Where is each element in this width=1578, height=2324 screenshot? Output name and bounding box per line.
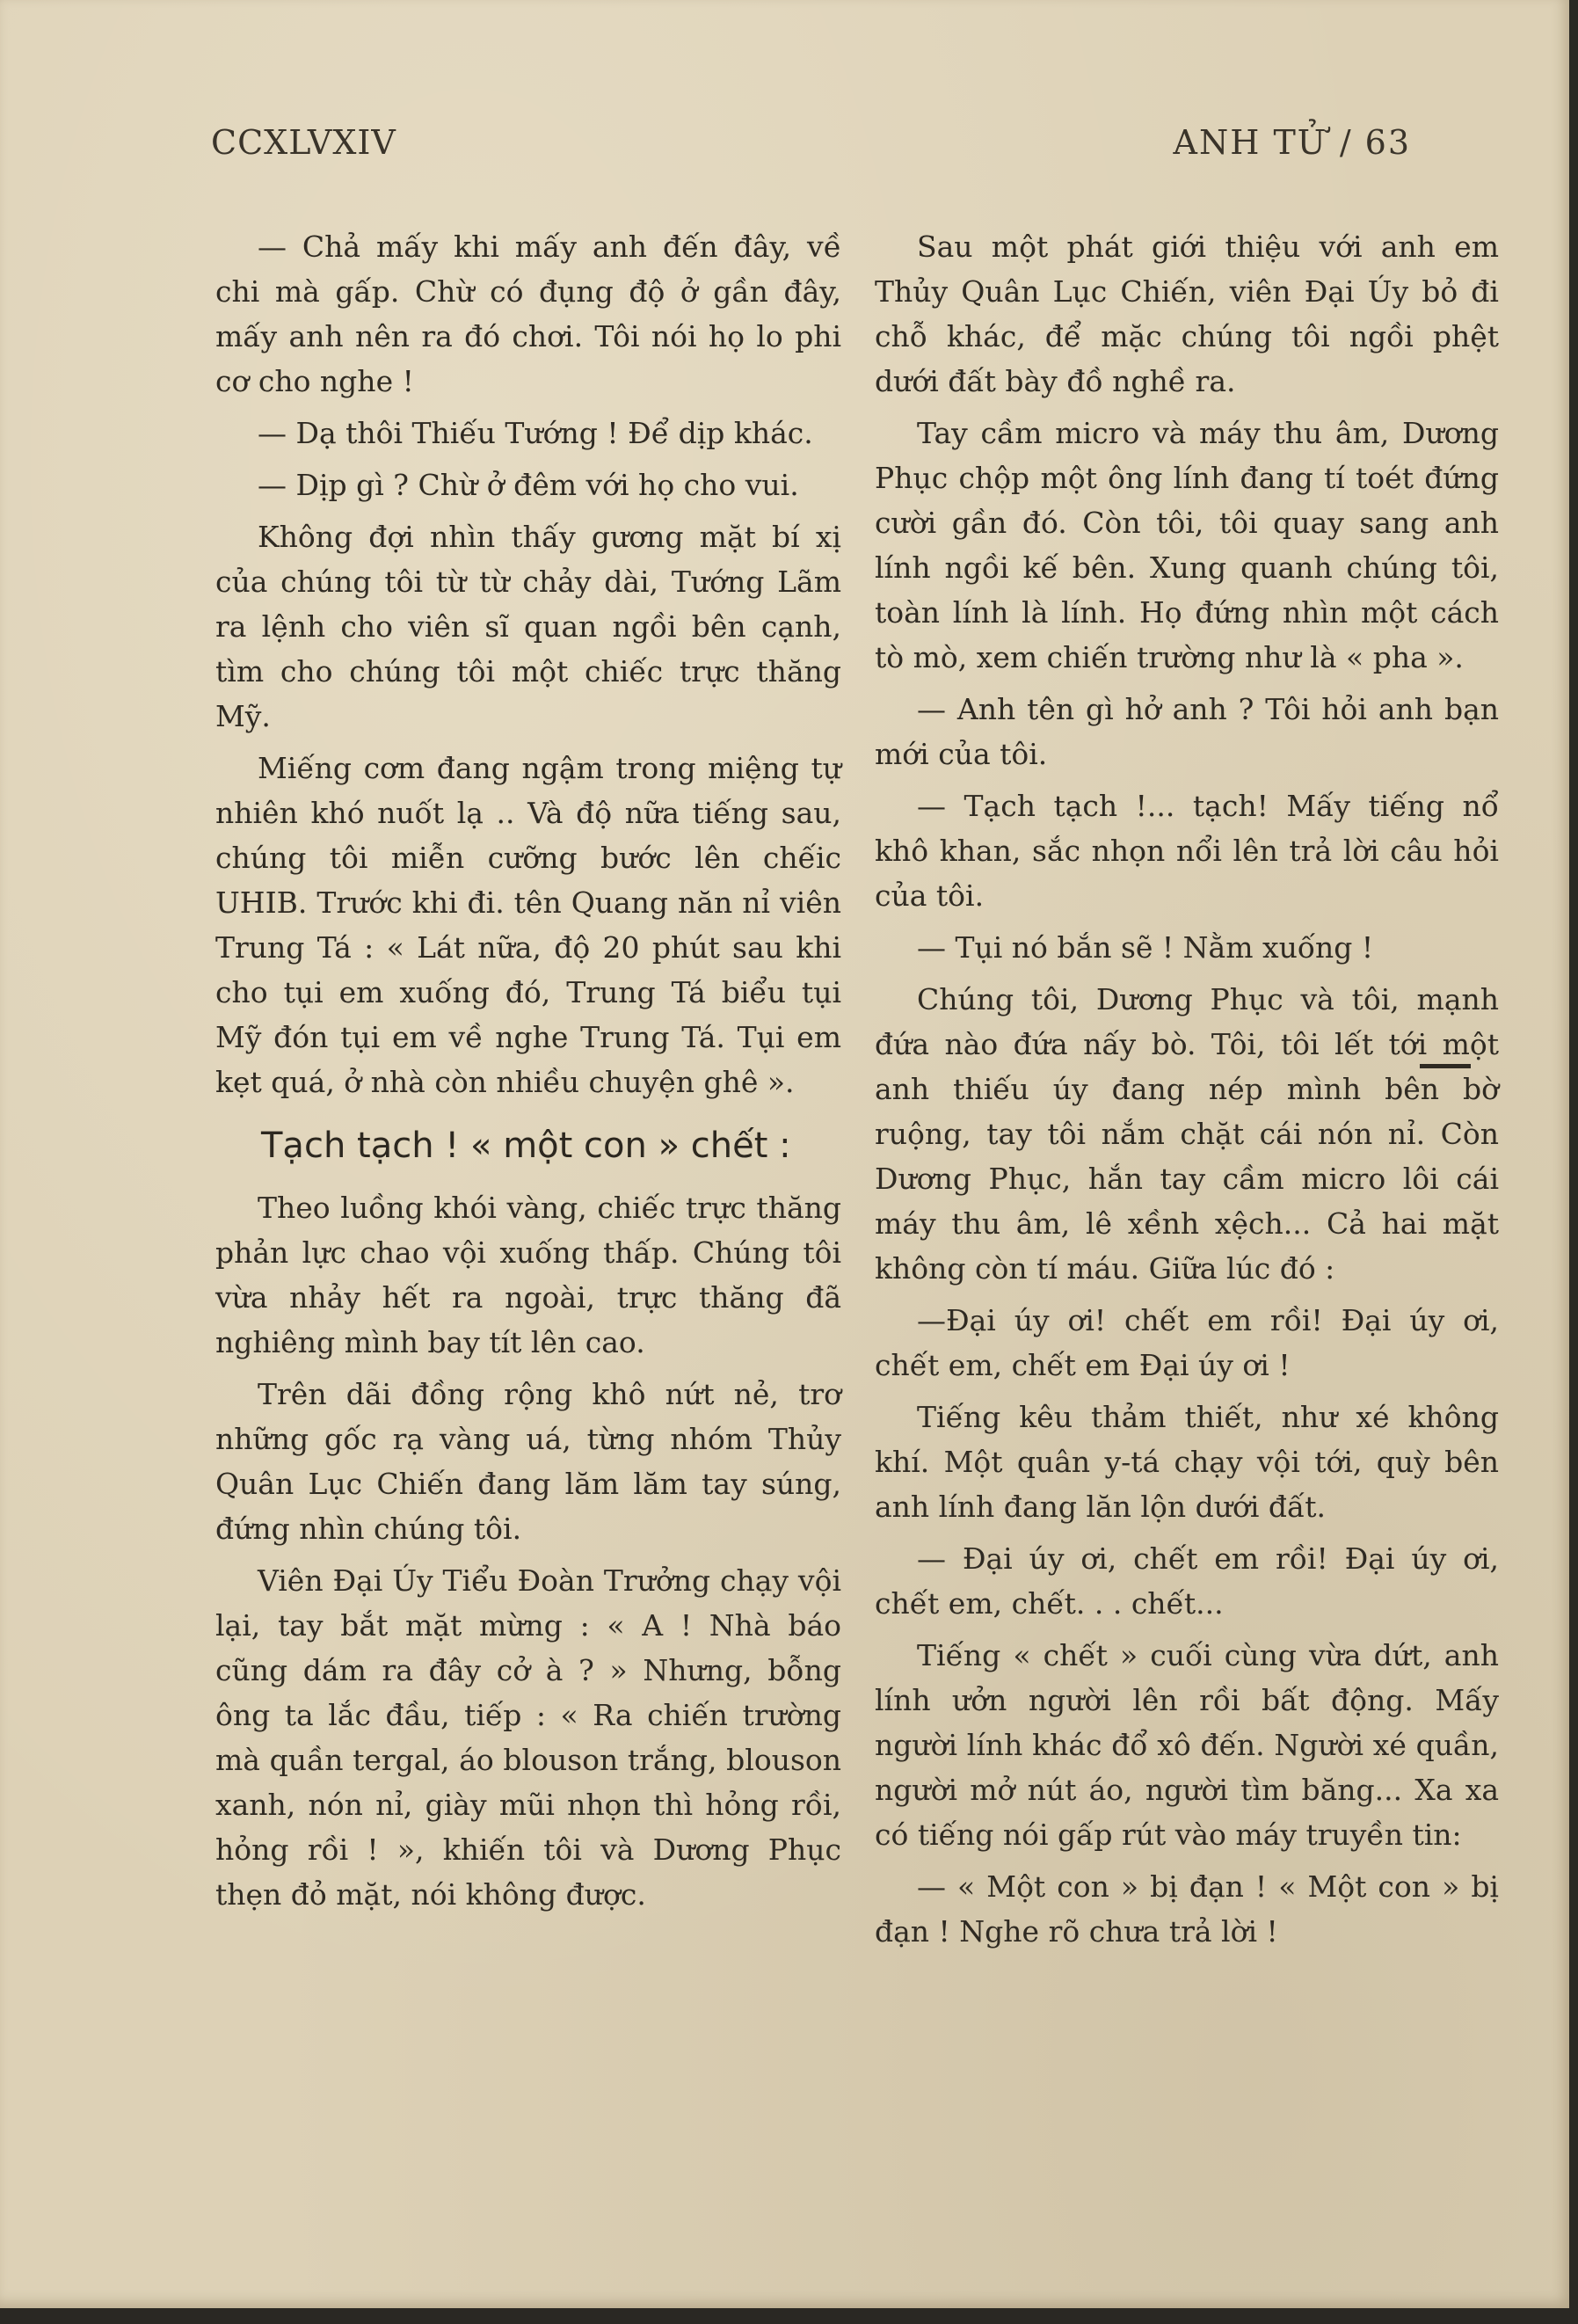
issue-code: CCXLVXIV [211,123,396,162]
paragraph: — Anh tên gì hở anh ? Tôi hỏi anh bạn mới của tôi. [875,692,1499,771]
paragraph: Tiếng « chết » cuối cùng vừa dứt, anh lính ưởn người lên rồi bất động. Mấy người lính khác đổ xô đến. Người xé quần, người mở nút áo, người tìm băng... Xa xa có tiếng nói gấp rút vào máy truyền tin: [875,1638,1499,1852]
paragraph: Miếng cơm đang ngậm trong miệng tự nhiên khó nuốt lạ .. Và độ nữa tiếng sau, chúng tôi miễn cưỡng bước lên chếic UHIB. Trước khi đi. tên Quang năn nỉ viên Trung Tá : « Lát nữa, độ 20 phút sau khi cho tụi em xuống đó, Trung Tá biểu tụi Mỹ đón tụi em về nghe Trung Tá. Tụi em kẹt quá, ở nhà còn nhiều chuyện ghê ». [215,751,841,1099]
paragraph: Trên dãi đồng rộng khô nứt nẻ, trơ những gốc rạ vàng uá, từng nhóm Thủy Quân Lục Chiến đang lăm lăm tay súng, đứng nhìn chúng tôi. [215,1377,841,1546]
ink-mark [1420,1064,1471,1068]
paragraph: Theo luồng khói vàng, chiếc trực thăng phản lực chao vội xuống thấp. Chúng tôi vừa nhảy hết ra ngoài, trực thăng đã nghiêng mình bay tít lên cao. [215,1191,841,1359]
paragraph: Tiếng kêu thảm thiết, như xé không khí. Một quân y-tá chạy vội tới, quỳ bên anh lính đang lăn lộn dưới đất. [875,1400,1499,1524]
header-separator: / [1339,123,1353,162]
page-number: 63 [1364,123,1411,162]
left-column [215,224,841,1924]
chapter-title: ANH TỬ [1173,123,1327,162]
paragraph: Chúng tôi, Dương Phục và tôi, mạnh đứa nào đứa nấy bò. Tôi, tôi lết tới một anh thiếu úy đang nép mình bên bờ ruộng, tay tôi nắm chặt cái nón nỉ. Còn Dương Phục, hắn tay cầm micro lôi cái máy thu âm, lê xềnh xệch... Cả hai mặt không còn tí máu. Giữa lúc đó : [875,982,1499,1286]
paragraph: — Dịp gì ? Chừ ở đêm với họ cho vui. [258,468,799,502]
paragraph: Viên Đại Úy Tiểu Đoàn Trưởng chạy vội lại, tay bắt mặt mừng : « A ! Nhà báo cũng dám ra đây cở à ? » Nhưng, bỗng ông ta lắc đầu, tiếp : « Ra chiến trường mà quần tergal, áo blouson trắng, blouson xanh, nón nỉ, giày mũi nhọn thì hỏng rồi, hỏng rồi ! », khiến tôi và Dương Phục thẹn đỏ mặt, nói không được. [215,1563,841,1912]
paragraph: — Tụi nó bắn sẽ ! Nằm xuống ! [917,930,1374,965]
paragraph: — Tạch tạch !... tạch! Mấy tiếng nổ khô khan, sắc nhọn nổi lên trả lời câu hỏi của tôi. [875,789,1499,913]
section-heading: Tạch tạch ! « một con » chết : [261,1126,791,1166]
paragraph: Không đợi nhìn thấy gương mặt bí xị của chúng tôi từ từ chảy dài, Tướng Lãm ra lệnh cho viên sĩ quan ngồi bên cạnh, tìm cho chúng tôi một chiếc trực thăng Mỹ. [215,520,841,733]
page-header [211,123,1499,176]
paragraph: Tay cầm micro và máy thu âm, Dương Phục chộp một ông lính đang tí toét đứng cười gần đó. Còn tôi, tôi quay sang anh lính ngồi kế bên. Xung quanh chúng tôi, toàn lính là lính. Họ đứng nhìn một cách tò mò, xem chiến trường như là « pha ». [875,416,1499,674]
paragraph: — Đại úy ơi, chết em rồi! Đại úy ơi, chết em, chết. . . chết... [875,1541,1499,1621]
paragraph: —Đại úy ơi! chết em rồi! Đại úy ơi, chết em, chết em Đại úy ơi ! [875,1303,1499,1382]
paragraph: — Dạ thôi Thiếu Tướng ! Để dịp khác. [258,416,813,450]
right-column [875,224,1499,1961]
paragraph: — Chả mấy khi mấy anh đến đây, về chi mà gấp. Chừ có đụng độ ở gần đây, mấy anh nên ra đó chơi. Tôi nói họ lo phi cơ cho nghe ! [215,229,841,398]
paragraph: Sau một phát giới thiệu với anh em Thủy Quân Lục Chiến, viên Đại Úy bỏ đi chỗ khác, để mặc chúng tôi ngồi phệt dưới đất bày đồ nghề ra. [875,229,1499,398]
running-title [1174,123,1411,162]
paragraph: — « Một con » bị đạn ! « Một con » bị đạn ! Nghe rõ chưa trả lời ! [875,1869,1499,1949]
